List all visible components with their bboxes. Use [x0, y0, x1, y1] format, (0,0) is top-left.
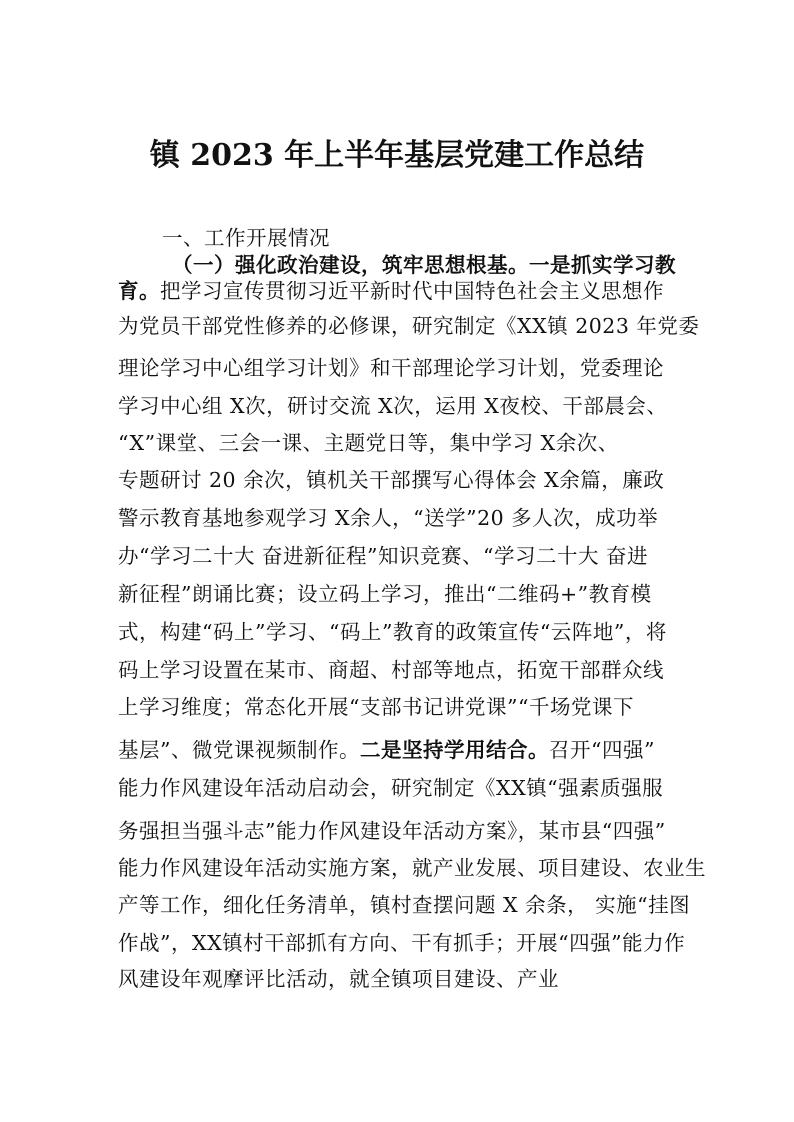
text-run: 作战”，XX镇村干部抓有方向、干有抓手；开展“四强”能力作: [118, 931, 686, 955]
paragraph-line: [118, 619, 667, 645]
paragraph-line: [118, 581, 652, 607]
paragraph-line: [118, 393, 667, 419]
paragraph-line: [118, 313, 699, 339]
paragraph-line: [118, 892, 690, 918]
paragraph-line: [118, 505, 658, 531]
paragraph-line: [118, 855, 706, 881]
text-run: 召开“四强”: [548, 738, 655, 762]
bold-run: （一）强化政治建设，筑牢思想根基。一是抓实学习教: [172, 253, 676, 277]
text-run: 把学习宣传贯彻习近平新时代中国特色社会主义思想作: [160, 279, 664, 303]
text-run: 产等工作，细化任务清单，镇村查摆问题 X 余条， 实施“挂图: [118, 893, 691, 917]
text-run: 能力作风建设年活动启动会，研究制定《XX镇“强素质强服: [118, 776, 664, 800]
text-run: 码上学习设置在某市、商超、村部等地点，拓宽干部群众线: [118, 658, 664, 682]
paragraph-line: [118, 966, 559, 992]
paragraph-line: [172, 252, 676, 278]
text-run: 式，构建“码上”学习、“码上”教育的政策宣传“云阵地”，将: [118, 620, 667, 644]
text-run: “X”课堂、三会一课、主题党日等，集中学习 X余次、: [118, 431, 619, 455]
paragraph-line: [118, 543, 648, 569]
paragraph-line: [118, 278, 664, 304]
text-run: 学习中心组 X次，研讨交流 X次，运用 X夜校、干部晨会、: [118, 394, 668, 418]
text-run: 务强担当强斗志”能力作风建设年活动方案》，某市县“四强”: [118, 819, 666, 843]
bold-run: 育。: [118, 279, 160, 303]
paragraph-line: [118, 737, 655, 763]
paragraph-line: [118, 930, 685, 956]
paragraph-line: [118, 818, 666, 844]
text-run: 基层”、微党课视频制作。: [118, 738, 360, 762]
text-run: 专题研讨 20 余次，镇机关干部撰写心得体会 X余篇，廉政: [118, 468, 665, 492]
paragraph-line: [118, 775, 663, 801]
text-run: 上学习维度；常态化开展“支部书记讲党课”“千场党课下: [118, 695, 634, 719]
text-run: 新征程”朗诵比赛；设立码上学习，推出“二维码+”教育模: [118, 582, 652, 606]
section-heading: 一、工作开展情况: [162, 226, 330, 250]
text-run: 理论学习中心组学习计划》和干部理论学习计划，党委理论: [118, 356, 664, 380]
paragraph-line: [118, 694, 634, 720]
text-run: 警示教育基地参观学习 X余人，“送学”20 多人次，成功举: [118, 506, 659, 530]
text-run: 为党员干部党性修养的必修课，研究制定《XX镇 2023 年党委: [118, 314, 700, 338]
paragraph-line: [118, 355, 664, 381]
paragraph-line: [118, 430, 619, 456]
bold-run: 二是坚持学用结合。: [359, 738, 549, 762]
paragraph-line: [118, 467, 664, 493]
text-run: 风建设年观摩评比活动，就全镇项目建设、产业: [118, 967, 559, 991]
paragraph-line: [118, 657, 664, 683]
page-title: 镇 2023 年上半年基层党建工作总结: [149, 138, 645, 173]
text-run: 办“学习二十大 奋进新征程”知识竞赛、“学习二十大 奋进: [118, 544, 648, 568]
text-run: 能力作风建设年活动实施方案，就产业发展、项目建设、农业生: [118, 856, 706, 880]
